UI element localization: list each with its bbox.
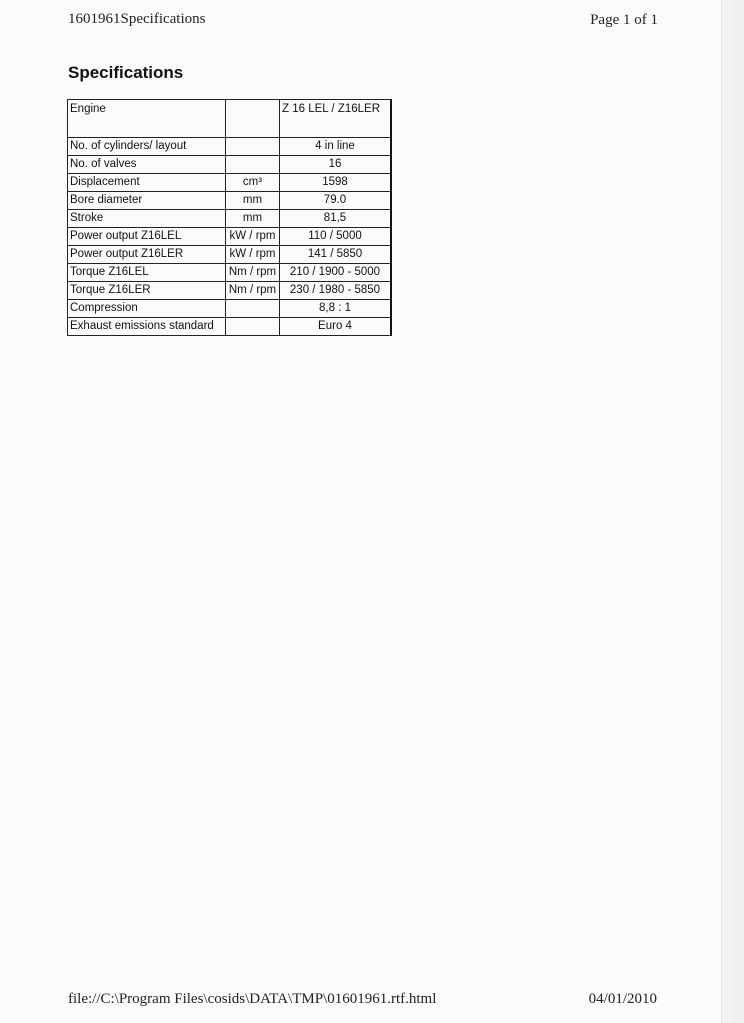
row-unit: cm³ [226, 174, 280, 192]
row-label: No. of cylinders/ layout [68, 138, 226, 156]
row-value: 110 / 5000 [280, 228, 392, 246]
row-unit: Nm / rpm [226, 264, 280, 282]
table-row [68, 282, 392, 300]
header-label-cell: Engine [68, 100, 226, 138]
row-label: Power output Z16LEL [68, 228, 226, 246]
table-row [68, 192, 392, 210]
page-edge [721, 0, 744, 1023]
row-label: Torque Z16LER [68, 282, 226, 300]
row-label: Bore diameter [68, 192, 226, 210]
specifications-table [67, 99, 392, 336]
table-row [68, 138, 392, 156]
table-row [68, 228, 392, 246]
row-unit [226, 318, 280, 336]
row-value: 230 / 1980 - 5850 [280, 282, 392, 300]
row-label: Power output Z16LER [68, 246, 226, 264]
row-label: No. of valves [68, 156, 226, 174]
row-value: 1598 [280, 174, 392, 192]
row-value: 141 / 5850 [280, 246, 392, 264]
row-unit: kW / rpm [226, 228, 280, 246]
header-value-cell: Z 16 LEL / Z16LER [280, 100, 392, 138]
table-row [68, 174, 392, 192]
row-value: 79.0 [280, 192, 392, 210]
header-unit-cell [226, 100, 280, 138]
row-value: 4 in line [280, 138, 392, 156]
row-value: 81,5 [280, 210, 392, 228]
row-label: Displacement [68, 174, 226, 192]
row-value: 210 / 1900 - 5000 [280, 264, 392, 282]
table-row [68, 264, 392, 282]
row-value: Euro 4 [280, 318, 392, 336]
row-unit: Nm / rpm [226, 282, 280, 300]
row-unit [226, 138, 280, 156]
row-label: Stroke [68, 210, 226, 228]
row-unit: mm [226, 210, 280, 228]
row-unit [226, 300, 280, 318]
file-path: file://C:\Program Files\cosids\DATA\TMP\01601961.rtf.html [68, 991, 437, 1007]
row-label: Compression [68, 300, 226, 318]
row-unit: kW / rpm [226, 246, 280, 264]
table-row [68, 210, 392, 228]
row-value: 16 [280, 156, 392, 174]
page-title: Specifications [68, 63, 184, 82]
page-number: Page 1 of 1 [590, 12, 658, 28]
document-id: 1601961Specifications [68, 11, 206, 27]
table-header-row [68, 100, 392, 138]
table-row [68, 318, 392, 336]
row-unit [226, 156, 280, 174]
row-value: 8,8 : 1 [280, 300, 392, 318]
row-label: Exhaust emissions standard [68, 318, 226, 336]
table-row [68, 156, 392, 174]
row-unit: mm [226, 192, 280, 210]
table-row [68, 246, 392, 264]
print-date: 04/01/2010 [588, 991, 657, 1007]
row-label: Torque Z16LEL [68, 264, 226, 282]
table-row [68, 300, 392, 318]
